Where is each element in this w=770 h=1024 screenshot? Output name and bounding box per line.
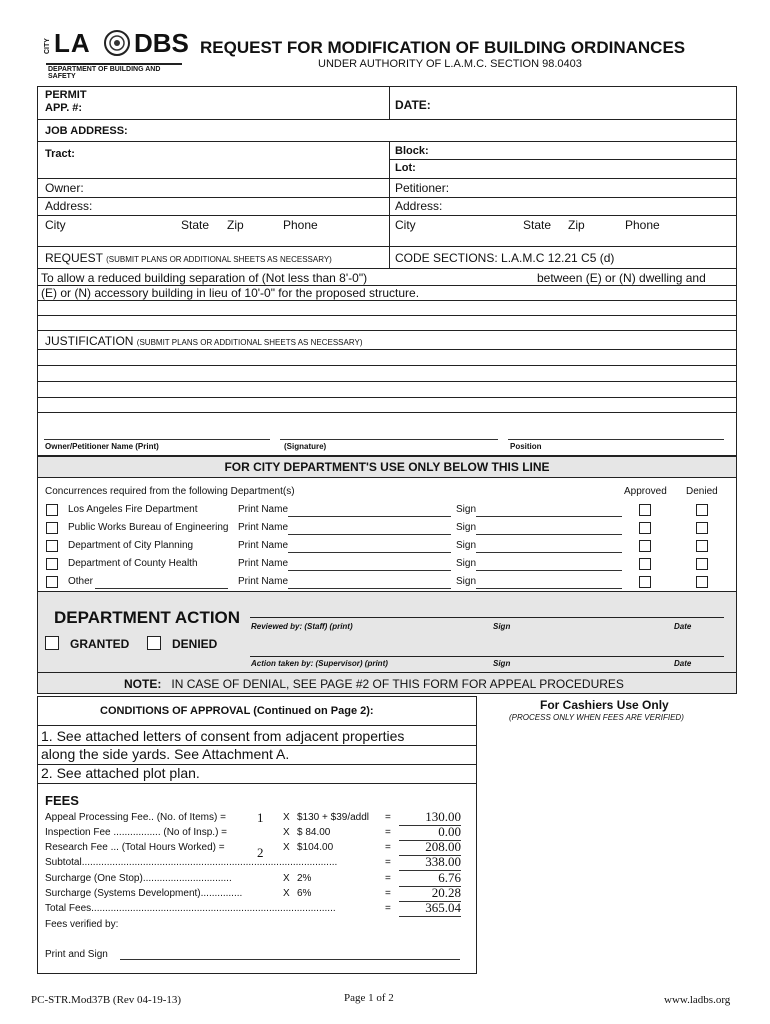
fee-label: Inspection Fee ................. (No of Insp.) = bbox=[45, 827, 228, 838]
approved-column-label: Approved bbox=[624, 486, 667, 497]
page-number: Page 1 of 2 bbox=[344, 992, 394, 1004]
request-note: (SUBMIT PLANS OR ADDITIONAL SHEETS AS NECESSARY) bbox=[106, 255, 332, 264]
date-label: DATE: bbox=[395, 98, 431, 112]
department-select-checkbox[interactable] bbox=[46, 522, 58, 534]
owner-address-label: Address: bbox=[45, 199, 93, 213]
logo-seal-icon bbox=[104, 30, 130, 56]
permit-label-line2: APP. #: bbox=[45, 102, 83, 114]
print-name-label: Print Name bbox=[238, 540, 289, 551]
permit-label bbox=[45, 89, 87, 115]
petitioner-address-label: Address: bbox=[395, 199, 443, 213]
fee-multiplier: X bbox=[283, 888, 290, 899]
condition-line-3: 2. See attached plot plan. bbox=[41, 765, 200, 781]
logo-city-text: CITY bbox=[44, 38, 51, 54]
fee-equals: = bbox=[385, 888, 391, 899]
owner-phone-label: Phone bbox=[283, 218, 318, 232]
fee-label: Appeal Processing Fee.. (No. of Items) = bbox=[45, 812, 226, 823]
page-subtitle: UNDER AUTHORITY OF L.A.M.C. SECTION 98.0403 bbox=[318, 58, 582, 70]
owner-label: Owner: bbox=[45, 181, 84, 195]
owner-zip-label: Zip bbox=[227, 218, 244, 232]
request-label bbox=[45, 251, 332, 265]
fee-equals: = bbox=[385, 827, 391, 838]
fee-quantity: 1 bbox=[257, 810, 264, 825]
code-sections: CODE SECTIONS: L.A.M.C 12.21 C5 (d) bbox=[395, 251, 615, 265]
reviewed-date-label: Date bbox=[674, 622, 692, 631]
cashiers-note: (PROCESS ONLY WHEN FEES ARE VERIFIED) bbox=[509, 713, 684, 722]
fee-multiplier: X bbox=[283, 827, 290, 838]
sign-label: Sign bbox=[456, 522, 477, 533]
fee-amount: 20.28 bbox=[431, 885, 461, 900]
justification-note: (SUBMIT PLANS OR ADDITIONAL SHEETS AS NECESSARY) bbox=[136, 338, 363, 347]
city-use-banner-text: FOR CITY DEPARTMENT'S USE ONLY BELOW THIS LINE bbox=[224, 460, 550, 474]
justification-title: JUSTIFICATION bbox=[45, 334, 134, 348]
fee-label: Subtotal............................................................................................ bbox=[45, 857, 338, 868]
approved-checkbox[interactable] bbox=[639, 558, 651, 570]
fee-equals: = bbox=[385, 873, 391, 884]
fee-label: Total Fees........................................................................................ bbox=[45, 903, 336, 914]
condition-line-1: 1. See attached letters of consent from adjacent properties bbox=[41, 728, 405, 744]
department-name: Department of County Health bbox=[68, 558, 198, 569]
department-name: Los Angeles Fire Department bbox=[68, 504, 198, 515]
department-name: Department of City Planning bbox=[68, 540, 194, 551]
reviewed-sign-label: Sign bbox=[493, 622, 511, 631]
action-taken-label: Action taken by: (Supervisor) (print) bbox=[251, 659, 388, 668]
approved-checkbox[interactable] bbox=[639, 540, 651, 552]
fees-title: FEES bbox=[45, 793, 79, 808]
fee-multiplier: X bbox=[283, 842, 290, 853]
department-name: Public Works Bureau of Engineering bbox=[68, 522, 229, 533]
signature-label: (Signature) bbox=[284, 442, 327, 451]
website: www.ladbs.org bbox=[664, 994, 731, 1006]
owner-city-label: City bbox=[45, 218, 66, 232]
print-name-label: Print Name bbox=[238, 522, 289, 533]
fee-equals: = bbox=[385, 903, 391, 914]
form-id: PC-STR.Mod37B (Rev 04-19-13) bbox=[31, 994, 182, 1006]
fee-label: Surcharge (One Stop)................................ bbox=[45, 873, 232, 884]
permit-label-line1: PERMIT bbox=[45, 89, 87, 101]
department-select-checkbox[interactable] bbox=[46, 540, 58, 552]
fee-rate: 2% bbox=[297, 873, 312, 884]
fee-rate: $ 84.00 bbox=[297, 827, 331, 838]
cashiers-title: For Cashiers Use Only bbox=[540, 698, 669, 712]
fee-amount: 6.76 bbox=[438, 870, 461, 885]
print-name-label: Print Name bbox=[238, 504, 289, 515]
reviewed-by-label: Reviewed by: (Staff) (print) bbox=[251, 622, 353, 631]
department-name: Other bbox=[68, 576, 94, 587]
fee-amount: 0.00 bbox=[438, 824, 461, 839]
request-title: REQUEST bbox=[45, 251, 103, 265]
fee-equals: = bbox=[385, 857, 391, 868]
petitioner-state-label: State bbox=[523, 218, 552, 232]
page-title: REQUEST FOR MODIFICATION OF BUILDING ORDINANCES bbox=[200, 38, 686, 57]
denied-checkbox[interactable] bbox=[147, 636, 161, 650]
concurrences-label: Concurrences required from the following Department(s) bbox=[45, 486, 295, 497]
fee-rate: $130 + $39/addl bbox=[297, 812, 370, 823]
block-label: Block: bbox=[395, 145, 429, 157]
petitioner-city-label: City bbox=[395, 218, 416, 232]
conditions-title: CONDITIONS OF APPROVAL (Continued on Page 2): bbox=[100, 705, 374, 717]
logo-dept-text: DEPARTMENT OF BUILDING AND SAFETY bbox=[48, 66, 161, 80]
department-select-checkbox[interactable] bbox=[46, 558, 58, 570]
approved-checkbox[interactable] bbox=[639, 576, 651, 588]
approved-checkbox[interactable] bbox=[639, 522, 651, 534]
print-name-label: Print Name bbox=[238, 558, 289, 569]
request-text-line1b: between (E) or (N) dwelling and bbox=[537, 271, 706, 285]
logo-dbs-text: DBS bbox=[134, 28, 189, 58]
denied-column-label: Denied bbox=[686, 486, 718, 497]
print-name-label: Print Name bbox=[238, 576, 289, 587]
sign-label: Sign bbox=[456, 540, 477, 551]
note-label: NOTE: bbox=[124, 677, 162, 691]
city-use-banner bbox=[37, 456, 737, 478]
condition-line-2: along the side yards. See Attachment A. bbox=[41, 746, 290, 762]
granted-checkbox[interactable] bbox=[45, 636, 59, 650]
denied-checkbox[interactable] bbox=[696, 504, 708, 516]
tract-label: Tract: bbox=[45, 148, 75, 160]
denied-checkbox[interactable] bbox=[696, 558, 708, 570]
request-text-line2: (E) or (N) accessory building in lieu of 10'-0" for the proposed structure. bbox=[41, 286, 420, 300]
sign-label: Sign bbox=[456, 558, 477, 569]
fees-verified-label: Fees verified by: bbox=[45, 919, 119, 930]
department-select-checkbox[interactable] bbox=[46, 504, 58, 516]
denied-checkbox[interactable] bbox=[696, 576, 708, 588]
denied-checkbox[interactable] bbox=[696, 540, 708, 552]
action-date-label: Date bbox=[674, 659, 692, 668]
note-text: IN CASE OF DENIAL, SEE PAGE #2 OF THIS FORM FOR APPEAL PROCEDURES bbox=[171, 677, 624, 691]
justification-label bbox=[45, 334, 362, 348]
department-action-title: DEPARTMENT ACTION bbox=[54, 608, 241, 627]
fee-label: Surcharge (Systems Development)............... bbox=[45, 888, 243, 899]
owner-name-print-label: Owner/Petitioner Name (Print) bbox=[45, 442, 159, 451]
print-sign-label: Print and Sign bbox=[45, 949, 108, 960]
action-sign-label: Sign bbox=[493, 659, 511, 668]
logo-la-text: LA bbox=[54, 28, 91, 58]
owner-state-label: State bbox=[181, 218, 210, 232]
fee-amount: 365.04 bbox=[425, 900, 461, 915]
denied-checkbox[interactable] bbox=[696, 522, 708, 534]
request-text-line1a: To allow a reduced building separation of (Not less than 8'-0") bbox=[41, 271, 368, 285]
approved-checkbox[interactable] bbox=[639, 504, 651, 516]
fee-amount: 130.00 bbox=[425, 809, 461, 824]
fee-multiplier: X bbox=[283, 873, 290, 884]
fee-quantity: 2 bbox=[257, 845, 264, 860]
fee-label: Research Fee ... (Total Hours Worked) = bbox=[45, 842, 225, 853]
sign-label: Sign bbox=[456, 576, 477, 587]
lot-label: Lot: bbox=[395, 162, 416, 174]
fee-multiplier: X bbox=[283, 812, 290, 823]
sign-label: Sign bbox=[456, 504, 477, 515]
fee-amount: 338.00 bbox=[425, 854, 461, 869]
fee-rate: 6% bbox=[297, 888, 312, 899]
logo bbox=[44, 28, 189, 80]
fee-equals: = bbox=[385, 842, 391, 853]
petitioner-zip-label: Zip bbox=[568, 218, 585, 232]
fee-equals: = bbox=[385, 812, 391, 823]
granted-label: GRANTED bbox=[70, 637, 130, 651]
position-label: Position bbox=[510, 442, 542, 451]
job-address-label: JOB ADDRESS: bbox=[45, 125, 128, 137]
fee-amount: 208.00 bbox=[425, 839, 461, 854]
petitioner-label: Petitioner: bbox=[395, 181, 450, 195]
petitioner-phone-label: Phone bbox=[625, 218, 660, 232]
fee-rate: $104.00 bbox=[297, 842, 334, 853]
department-select-checkbox[interactable] bbox=[46, 576, 58, 588]
denial-note bbox=[124, 677, 624, 691]
denied-label: DENIED bbox=[172, 637, 218, 651]
